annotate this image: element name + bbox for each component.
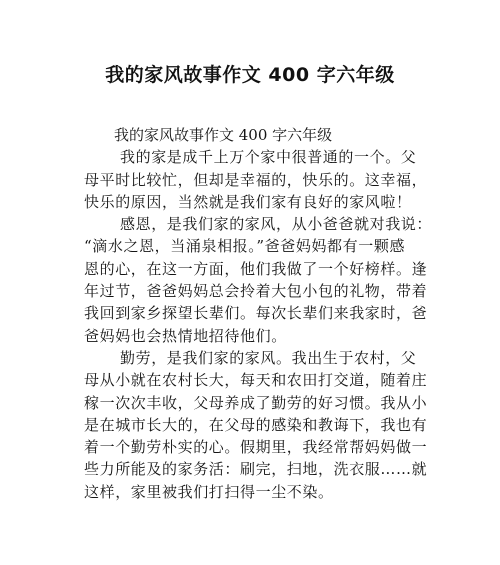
paragraph-line: 稼一次次丰收，父母养成了勤劳的好习惯。我从小	[84, 393, 428, 412]
paragraph-line: 母从小就在农村长大，每天和农田打交道，随着庄	[84, 371, 428, 390]
document-title: 我的家风故事作文 400 字六年级	[105, 64, 395, 86]
paragraph-line: 是在城市长大的，在父母的感染和教诲下，我也有	[84, 415, 428, 434]
paragraph-line: 我回到家乡探望长辈们。每次长辈们来我家时，爸	[84, 304, 428, 323]
article-body	[84, 124, 433, 503]
paragraph-line: 我的家是成千上万个家中很普通的一个。父	[120, 148, 417, 167]
paragraph-line: 快乐的原因，当然就是我们家有良好的家风啦！	[84, 192, 412, 211]
paragraph-line: 恩的心，在这一方面，他们我做了一个好榜样。逢	[84, 259, 428, 278]
paragraph-line: 母平时比较忙，但却是幸福的，快乐的。这幸福，	[84, 170, 428, 189]
paragraph-2	[84, 213, 433, 347]
paragraph-line: 勤劳，是我们家的家风。我出生于农村，父	[120, 348, 417, 367]
article-subtitle: 我的家风故事作文 400 字六年级	[114, 126, 333, 144]
paragraph-line: 着一个勤劳朴实的心。假期里，我经常帮妈妈做一	[84, 438, 428, 457]
paragraph-line: 爸妈妈也会热情地招待他们。	[84, 326, 287, 345]
paragraph-line: “滴水之恩，当涌泉相报。”爸爸妈妈都有一颗感	[84, 237, 406, 256]
paragraph-line: 些力所能及的家务活：刷完，扫地，洗衣服……就	[84, 460, 428, 479]
paragraph-1	[84, 146, 428, 213]
paragraph-line: 感恩，是我们家的家风，从小爸爸就对我说：	[120, 215, 433, 234]
paragraph-line: 年过节，爸爸妈妈总会拎着大包小包的礼物，带着	[84, 282, 428, 301]
paragraph-line: 这样，家里被我们打扫得一尘不染。	[84, 482, 334, 501]
paragraph-3	[84, 347, 428, 503]
